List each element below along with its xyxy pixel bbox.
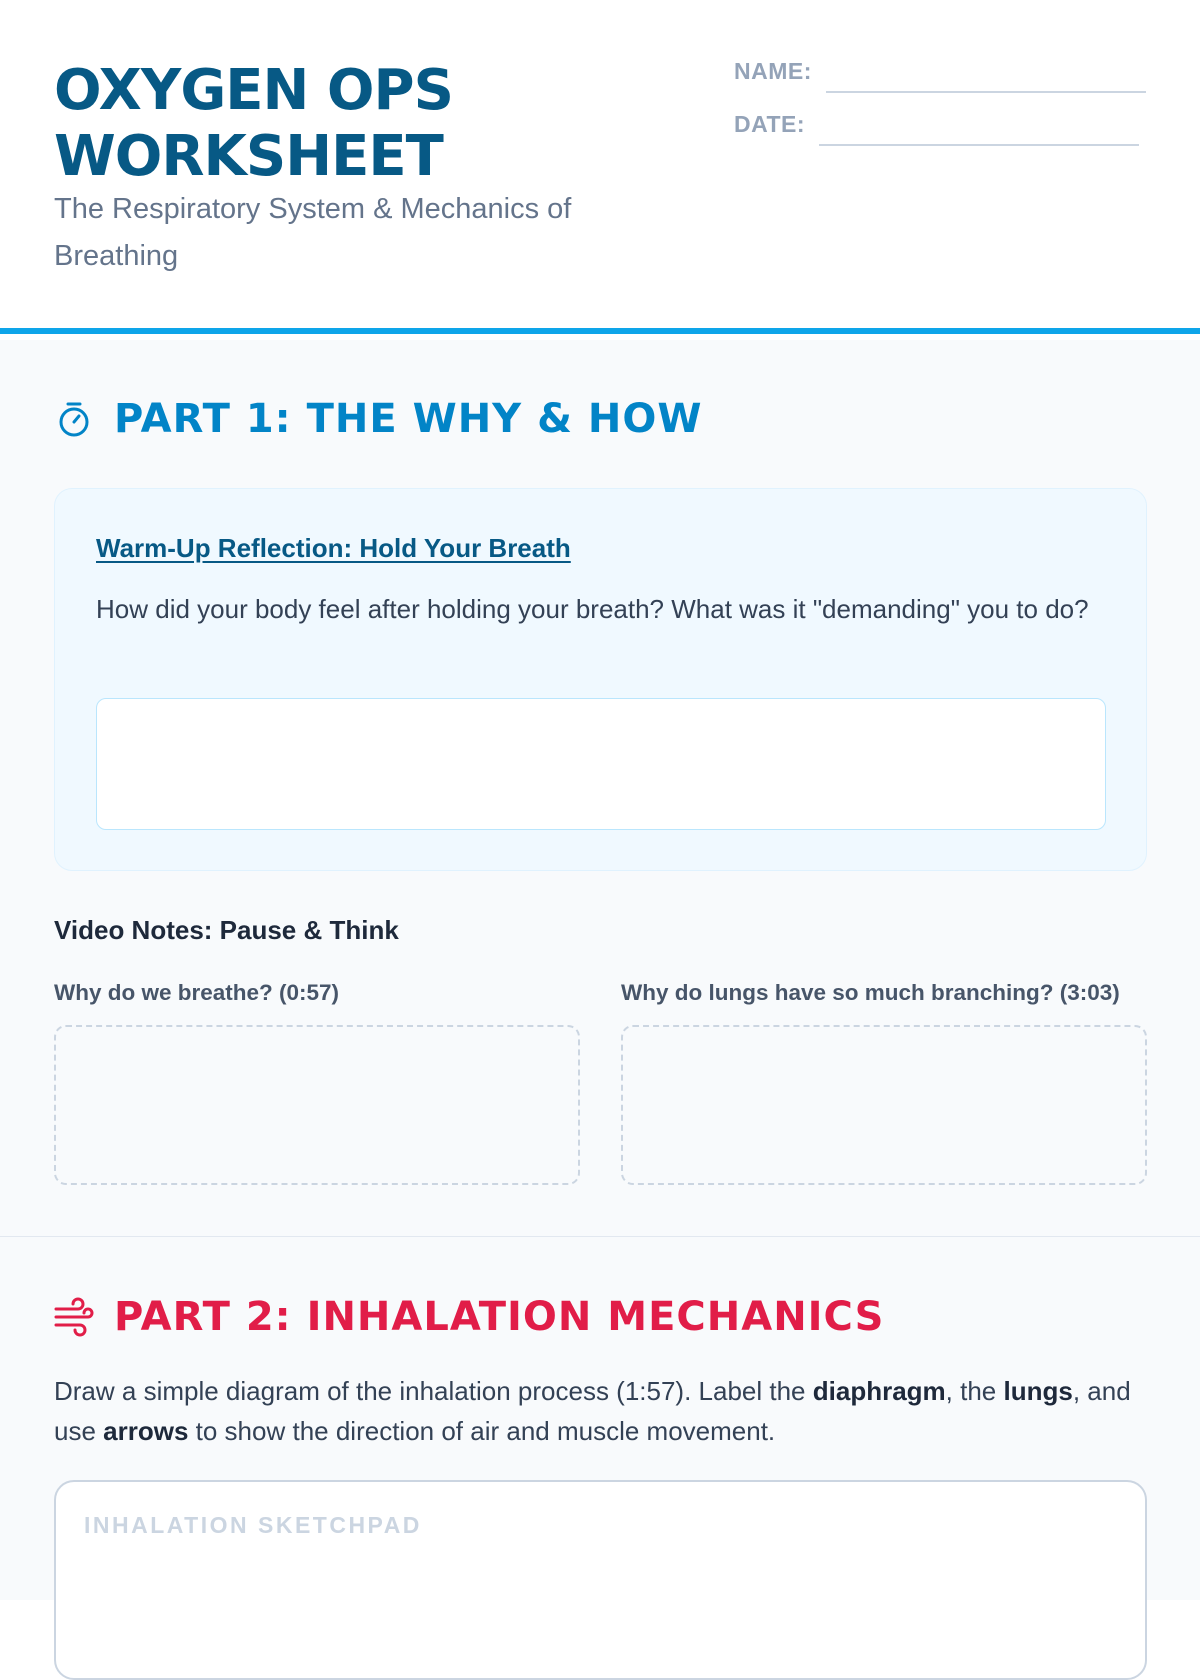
part2-section bbox=[0, 1237, 1200, 1600]
sketchpad-label: INHALATION SKETCHPAD bbox=[84, 1512, 422, 1538]
part1-title: PART 1: THE WHY & HOW bbox=[114, 396, 703, 442]
question-label-branching: Why do lungs have so much branching? (3:03) bbox=[621, 980, 1120, 1005]
answer-box-breathe[interactable] bbox=[54, 1025, 580, 1185]
part2-instructions bbox=[54, 1371, 1144, 1451]
part2-title: PART 2: INHALATION MECHANICS bbox=[114, 1294, 885, 1340]
warmup-answer-box[interactable] bbox=[96, 698, 1106, 830]
instructions-text: Draw a simple diagram of the inhalation process (1:57). Label the bbox=[54, 1376, 813, 1406]
instructions-text: to show the direction of air and muscle movement. bbox=[188, 1416, 776, 1446]
name-field-row bbox=[734, 58, 1146, 85]
stopwatch-icon bbox=[54, 399, 94, 439]
keyword-diaphragm: diaphragm bbox=[812, 1376, 946, 1406]
warmup-prompt: How did your body feel after holding your breath? What was it "demanding" you to do? bbox=[96, 594, 1089, 624]
page-subtitle: The Respiratory System & Mechanics of Breathing bbox=[54, 193, 572, 272]
part1-section bbox=[0, 340, 1200, 1237]
keyword-arrows: arrows bbox=[103, 1416, 189, 1446]
part1-heading bbox=[54, 396, 702, 442]
part2-heading bbox=[54, 1294, 884, 1340]
keyword-lungs: lungs bbox=[1003, 1376, 1073, 1406]
date-field[interactable] bbox=[819, 144, 1139, 146]
page-title: OXYGEN OPS WORKSHEET bbox=[54, 58, 453, 189]
video-notes-title: Video Notes: Pause & Think bbox=[54, 915, 399, 945]
date-field-row bbox=[734, 111, 1139, 138]
name-field[interactable] bbox=[826, 91, 1146, 93]
warmup-title: Warm-Up Reflection: Hold Your Breath bbox=[96, 533, 571, 563]
name-label: NAME: bbox=[734, 58, 812, 84]
instructions-text: , and use bbox=[54, 1376, 1131, 1446]
warmup-card bbox=[54, 488, 1147, 871]
date-label: DATE: bbox=[734, 111, 806, 137]
wind-icon bbox=[54, 1297, 94, 1337]
question-label-breathe: Why do we breathe? (0:57) bbox=[54, 980, 340, 1005]
instructions-text: , the bbox=[945, 1376, 1004, 1406]
worksheet-header bbox=[0, 0, 1200, 334]
inhalation-sketchpad[interactable] bbox=[54, 1480, 1147, 1680]
answer-box-branching[interactable] bbox=[621, 1025, 1147, 1185]
